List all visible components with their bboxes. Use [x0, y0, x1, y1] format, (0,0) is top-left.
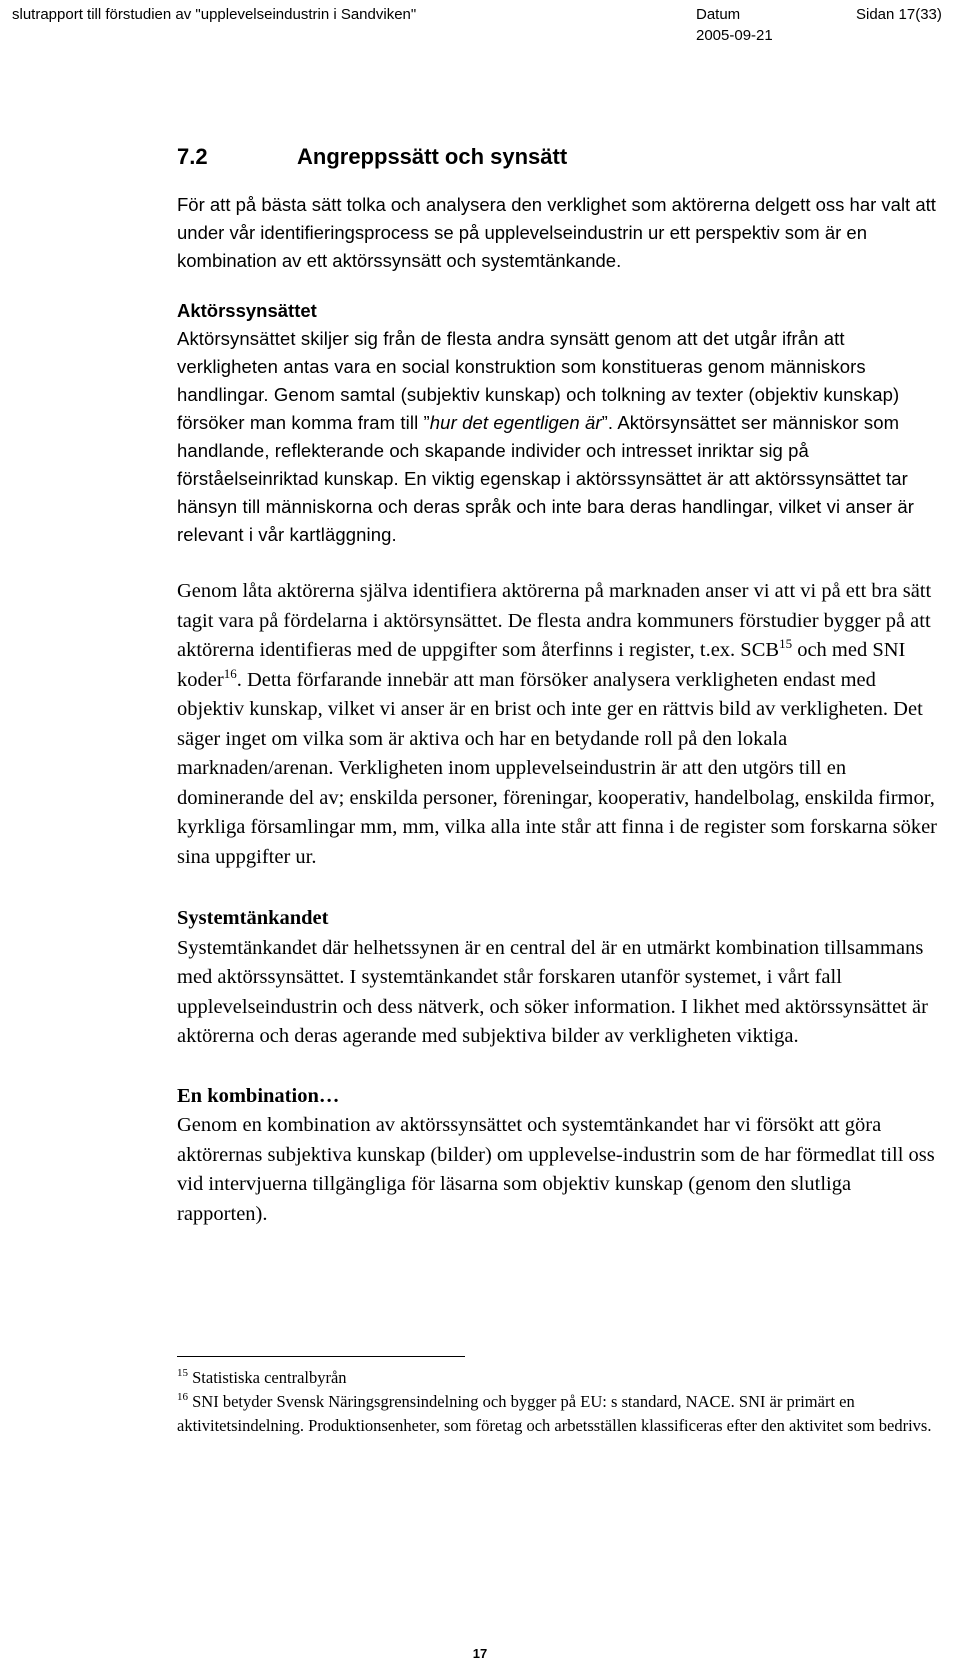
subheading-systemtankandet: Systemtänkandet — [177, 907, 329, 929]
footnote-number: 15 — [177, 1367, 188, 1379]
p2-text-b: och med SNI koder — [177, 639, 906, 691]
p2-text-c: . Detta förfarande innebär att man försöker analysera verkligheten endast med objektiv kunskap, vilket vi anser är en brist och inte ger en rättvis bild av verkligheten. Det säger inget om vilka som är aktiva och har en betydande roll på den lokala marknaden/arenan. Verkligheten inom upplevelseindustrin är att den utgörs till en dominerande del av; enskilda personer, föreningar, kooperativ, handelbolag, enskilda firmor, kyrkliga församlingar mm, mm, vilka alla inte står att finna i de register som forskarna söker sina uppgifter ur. — [177, 668, 937, 868]
kombination-paragraph: Genom en kombination av aktörssynsättet och systemtänkandet har vi försökt att göra aktörernas subjektiva kunskap (bilder) om upplevelse-industrin som de har förmedlat till oss vid intervjuerna tillgängliga för läsarna som objektiv kunskap (genom den slutliga rapporten). — [177, 1114, 935, 1225]
footnotes — [177, 1366, 937, 1438]
subheading-en-kombination: En kombination… — [177, 1084, 340, 1107]
p1-text-b: ”. Aktörsynsättet ser människor som handlande, reflekterande och skapande individer och intresset inriktar sig på förståelseinriktad kunskap. En viktig egenskap i aktörssynsättet är att aktörssynsättet tar hänsyn till människorna och deras språk och inte bara deras handlingar, vilket vi anser är relevant i vår kartläggning. — [177, 412, 915, 545]
systemtankandet-paragraph: Systemtänkandet där helhetssynen är en central del är en utmärkt kombination tillsammans med aktörssynsättet. I systemtänkandet står forskaren utanför systemet, i vårt fall upplevelseindustrin och dess nätverk, och söker information. I likhet med aktörssynsättet är aktörerna och deras agerande med subjektiva bilder av verkligheten viktiga. — [177, 936, 928, 1047]
p1-text-a: Aktörsynsättet skiljer sig från de flesta andra synsätt genom att det utgår ifrån att verkligheten antas vara en social konstruktion som konstitueras genom människors handlingar. Genom samtal (subjektiv kunskap) och tolkning av texter (objektiv kunskap) försöker man komma fram till ” — [177, 328, 900, 433]
p2-text-a: Genom låta aktörerna själva identifiera aktörerna på marknaden anser vi att vi på ett bra sätt tagit vara på fördelarna i aktörsynsättet. De flesta andra kommuners förstudier bygger på att aktörerna identifieras med de uppgifter som återfinns i register, t.ex. SCB — [177, 580, 932, 661]
intro-paragraph: För att på bästa sätt tolka och analysera den verklighet som aktörerna delgett oss har valt att under vår identifieringsprocess se på upplevelseindustrin ur ett perspektiv som är en kombination av ett aktörssynsätt och systemtänkande. — [177, 194, 936, 271]
footnote-16 — [177, 1390, 937, 1438]
footnote-text: SNI betyder Svensk Näringsgrensindelning och bygger på EU: s standard, NACE. SNI är primärt en aktivitetsindelning. Produktionsenheter, som företag och arbetsställen klassificeras efter den aktivitet som bedrivs. — [177, 1392, 932, 1435]
section-heading — [177, 143, 937, 171]
footnote-number: 16 — [177, 1391, 188, 1403]
footnote-ref-15[interactable]: 15 — [779, 636, 793, 651]
header-document-title: slutrapport till förstudien av "upplevelseindustrin i Sandviken" — [12, 6, 417, 23]
aktorssynsattet-paragraph-2 — [177, 577, 937, 872]
main-content — [177, 143, 937, 1229]
footnote-separator — [177, 1356, 465, 1357]
section-title: Angreppssätt och synsätt — [297, 144, 568, 169]
subheading-aktorssynsattet: Aktörssynsättet — [177, 300, 317, 321]
page-header — [0, 6, 960, 46]
aktorssynsattet-paragraph-1 — [177, 325, 937, 549]
header-date: 2005-09-21 — [696, 27, 773, 44]
p1-italic-phrase: hur det egentligen är — [429, 412, 602, 433]
footnote-15 — [177, 1366, 937, 1390]
header-datum-label: Datum — [696, 6, 741, 23]
header-page-indicator: Sidan 17(33) — [856, 6, 942, 23]
section-number: 7.2 — [177, 144, 208, 169]
page-number: 17 — [472, 1646, 488, 1661]
footnote-text: Statistiska centralbyrån — [188, 1368, 347, 1387]
footnote-ref-16[interactable]: 16 — [223, 665, 237, 681]
